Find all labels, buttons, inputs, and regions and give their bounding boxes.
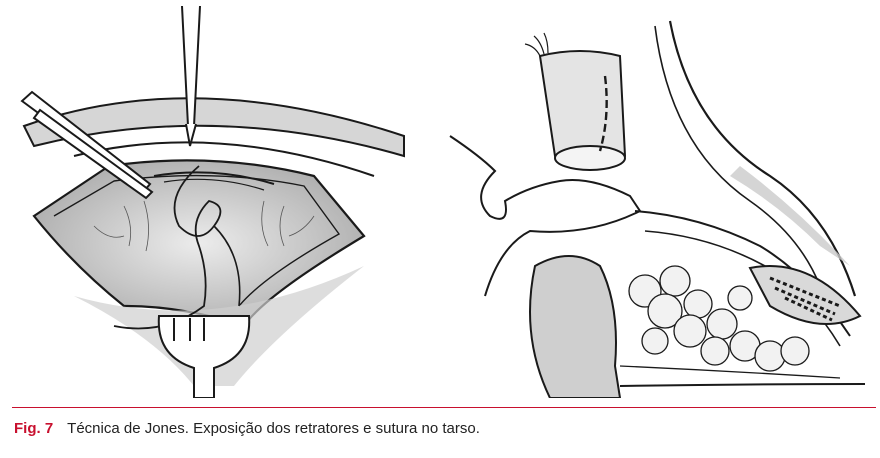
eyelid-cross-section-illustration — [440, 6, 870, 398]
figure-label: Fig. 7 — [14, 420, 54, 437]
muscle-spindle — [750, 266, 860, 324]
orbital-floor — [620, 384, 865, 386]
suture-tuft-icon — [525, 33, 548, 56]
retractor-fork-icon — [159, 316, 249, 398]
figure-caption-text: Técnica de Jones. Exposição dos retratores e sutura no tarso. — [67, 420, 480, 437]
orbital-rim-bone — [530, 256, 620, 398]
eyelid-surgery-illustration — [14, 6, 424, 398]
caption-rule — [12, 407, 876, 408]
figure-caption — [14, 420, 480, 437]
tarsal-plate — [540, 51, 625, 170]
orbital-contour — [670, 21, 855, 296]
